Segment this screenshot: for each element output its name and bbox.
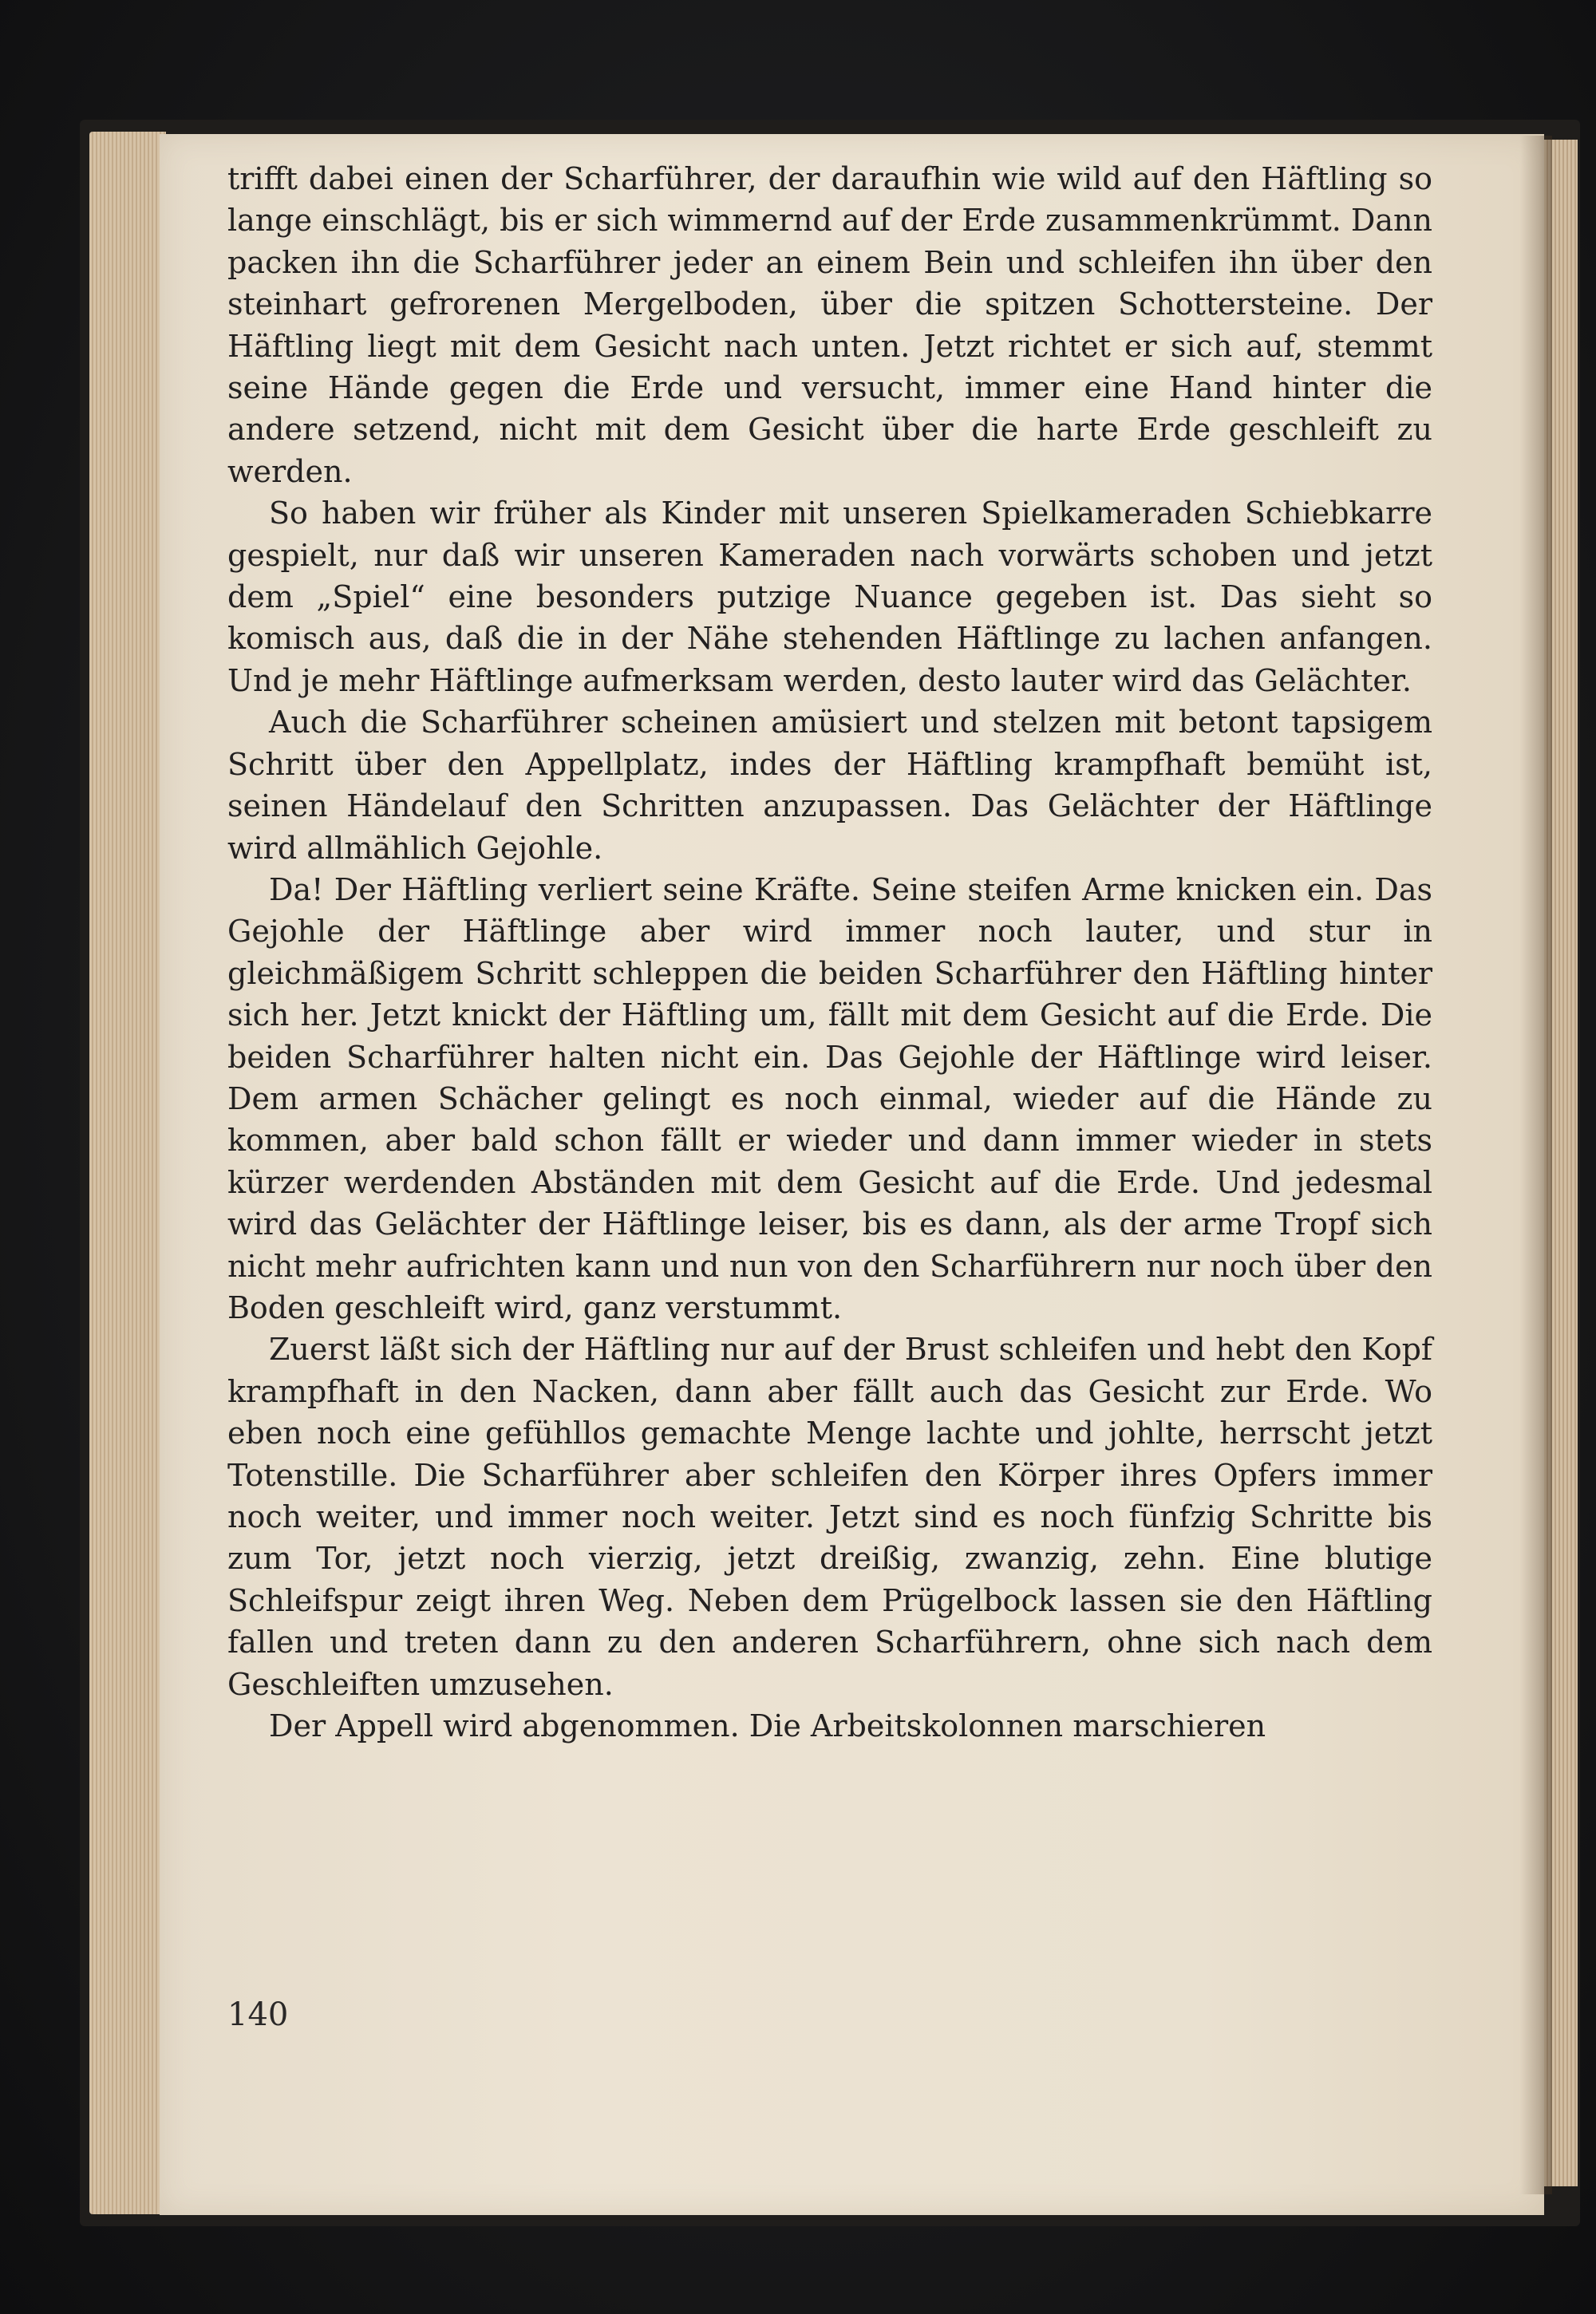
- paragraph-5: Zuerst läßt sich der Häftling nur auf der Brust schleifen und hebt den Kopf krampfhaft in den Nacken, dann aber fällt auch das Gesicht zur Erde. Wo eben noch eine gefühllos gemachte Menge lachte und johlte, herrscht jetzt Totenstille. Die Scharführer aber schleifen den Körper ihres Opfers immer noch weiter, und immer noch weiter. Jetzt sind es noch fünfzig Schritte bis zum Tor, jetzt noch vierzig, jetzt dreißig, zwanzig, zehn. Eine blutige Schleifspur zeigt ihren Weg. Neben dem Prügelbock lassen sie den Häftling fallen und treten dann zu den anderen Scharführern, ohne sich nach dem Geschleiften umzusehen.: [227, 1332, 1432, 1702]
- spine-shadow: [1520, 136, 1552, 2194]
- body-text: [227, 158, 1432, 1747]
- page-number: 140: [227, 1996, 289, 2033]
- paragraph-1: trifft dabei einen der Scharführer, der daraufhin wie wild auf den Häftling so lange einschlägt, bis er sich wimmernd auf der Erde zusammenkrümmt. Dann packen ihn die Scharführer jeder an einem Bein und schleifen ihn über den steinhart gefrorenen Mergelboden, über die spitzen Schottersteine. Der Häftling liegt mit dem Gesicht nach unten. Jetzt richtet er sich auf, stemmt seine Hände gegen die Erde und versucht, immer eine Hand hinter die andere setzend, nicht mit dem Gesicht über die harte Erde geschleift zu werden.: [227, 161, 1432, 489]
- paragraph-6: Der Appell wird abgenommen. Die Arbeitskolonnen marschieren: [269, 1708, 1266, 1744]
- paragraph-2: So haben wir früher als Kinder mit unseren Spielkameraden Schiebkarre gespielt, nur daß wir unseren Kameraden nach vorwärts schoben und jetzt dem „Spiel“ eine besonders putzige Nuance gegeben ist. Das sieht so komisch aus, daß die in der Nähe stehenden Häftlinge zu lachen anfangen. Und je mehr Häftlinge aufmerksam werden, desto lauter wird das Gelächter.: [227, 496, 1432, 698]
- paragraph-3: Auch die Scharführer scheinen amüsiert und stelzen mit betont tapsigem Schritt über den Appellplatz, indes der Häftling krampfhaft bemüht ist, seinen Händelauf den Schritten anzupassen. Das Gelächter der Häftlinge wird allmählich Gejohle.: [227, 705, 1432, 866]
- paragraph-4: Da! Der Häftling verliert seine Kräfte. Seine steifen Arme knicken ein. Das Gejohle der Häftlinge aber wird immer noch lauter, und stur in gleichmäßigem Schritt schleppen die beiden Scharführer den Häftling hinter sich her. Jetzt knickt der Häftling um, fällt mit dem Gesicht auf die Erde. Die beiden Scharführer halten nicht ein. Das Gejohle der Häftlinge wird leiser. Dem armen Schächer gelingt es noch einmal, wieder auf die Hände zu kommen, aber bald schon fällt er wieder und dann immer wieder in stets kürzer werdenden Abständen mit dem Gesicht auf die Erde. Und jedesmal wird das Gelächter der Häftlinge leiser, bis es dann, als der arme Tropf sich nicht mehr aufrichten kann und nun von den Scharführern nur noch über den Boden geschleift wird, ganz verstummt.: [227, 871, 1432, 1325]
- page-edges-left: [89, 132, 166, 2214]
